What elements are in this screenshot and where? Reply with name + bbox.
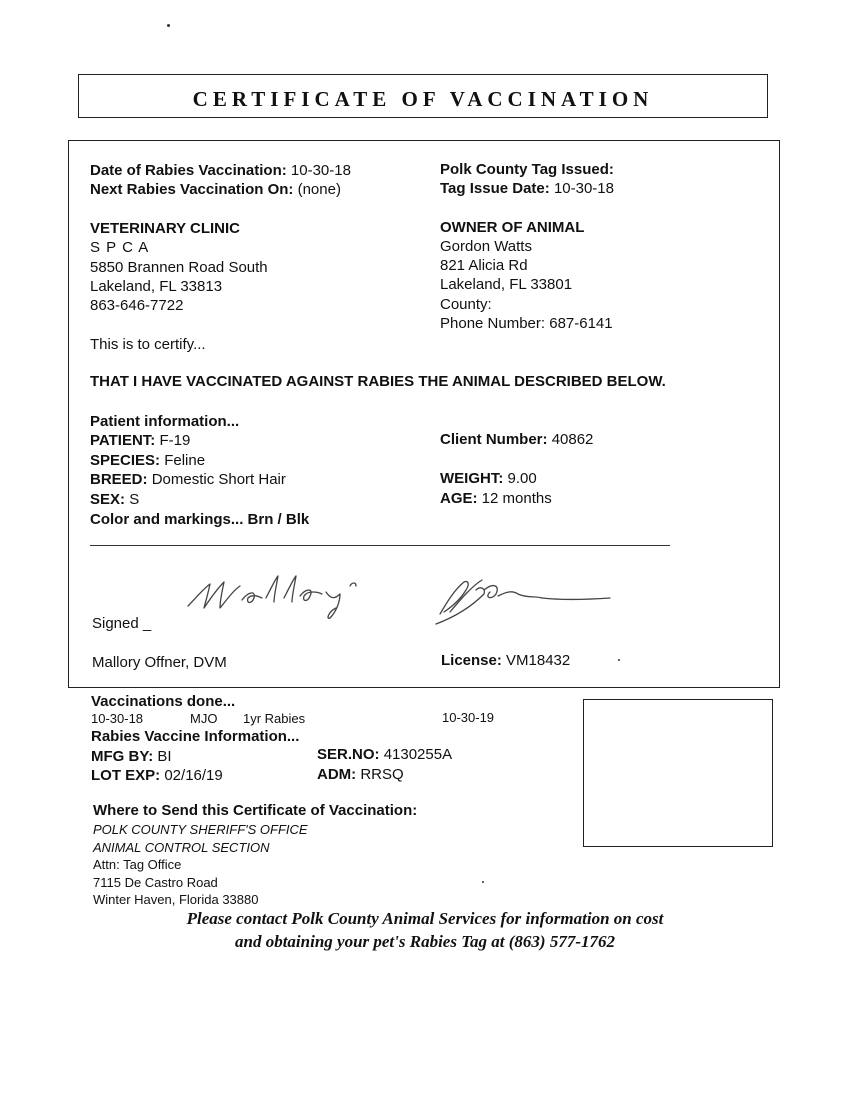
patient-age xyxy=(440,490,552,507)
species-label: SPECIES: xyxy=(90,452,161,469)
patient-id xyxy=(90,432,190,449)
vaccination-record-due: 10-30-19 xyxy=(442,710,495,725)
owner-address-1: 821 Alicia Rd xyxy=(440,257,528,274)
clinic-heading: VETERINARY CLINIC xyxy=(90,220,241,237)
tag-stamp-box xyxy=(583,699,773,847)
tag-issue-date-label: Tag Issue Date: xyxy=(440,180,550,197)
clinic-address-2: Lakeland, FL 33813 xyxy=(90,278,223,295)
age-value: 12 months xyxy=(481,490,552,507)
license-value: VM18432 xyxy=(506,652,571,669)
patient-color-markings xyxy=(90,511,309,528)
title-box xyxy=(78,74,768,118)
patient-sex xyxy=(90,491,139,508)
patient-weight xyxy=(440,470,537,487)
scan-speck xyxy=(618,659,620,661)
ser-label: SER.NO: xyxy=(317,746,380,763)
patient-value: F-19 xyxy=(159,432,191,449)
lot-label: LOT EXP: xyxy=(91,767,161,784)
license-label: License: xyxy=(441,652,502,669)
tag-issue-date xyxy=(440,180,614,197)
sex-value: S xyxy=(129,491,140,508)
breed-value: Domestic Short Hair xyxy=(151,471,286,488)
adm-label: ADM: xyxy=(317,766,357,783)
vaccine-lot-expiry xyxy=(91,767,223,784)
veterinarian-name: Mallory Offner, DVM xyxy=(92,654,227,671)
next-vaccination-label: Next Rabies Vaccination On: xyxy=(90,181,294,198)
send-to-line-5: Winter Haven, Florida 33880 xyxy=(93,892,259,907)
vaccination-date-value: 10-30-18 xyxy=(290,162,351,179)
vaccinations-done-heading: Vaccinations done... xyxy=(91,693,236,710)
client-number xyxy=(440,431,593,448)
next-vaccination-date xyxy=(90,181,341,198)
clinic-phone: 863-646-7722 xyxy=(90,297,184,314)
send-to-line-1: POLK COUNTY SHERIFF'S OFFICE xyxy=(93,822,308,837)
rabies-vaccination-date xyxy=(90,162,351,179)
color-value: Brn / Blk xyxy=(247,511,310,528)
vaccine-administration xyxy=(317,766,404,783)
tag-issued-label: Polk County Tag Issued: xyxy=(440,161,614,178)
vaccine-manufacturer xyxy=(91,748,172,765)
client-number-value: 40862 xyxy=(551,431,594,448)
next-vaccination-value: (none) xyxy=(297,181,341,198)
breed-label: BREED: xyxy=(90,471,148,488)
sex-label: SEX: xyxy=(90,491,126,508)
client-number-label: Client Number: xyxy=(440,431,548,448)
divider-line xyxy=(90,545,670,546)
color-label: Color and markings... xyxy=(90,511,244,528)
vaccine-info-heading: Rabies Vaccine Information... xyxy=(91,728,300,745)
ser-value: 4130255A xyxy=(383,746,453,763)
owner-heading: OWNER OF ANIMAL xyxy=(440,219,585,236)
certify-statement: THAT I HAVE VACCINATED AGAINST RABIES THE ANIMAL DESCRIBED BELOW. xyxy=(90,373,666,390)
clinic-name: S P C A xyxy=(90,239,150,256)
adm-value: RRSQ xyxy=(360,766,404,783)
send-to-line-4: 7115 De Castro Road xyxy=(93,875,218,890)
contact-note-line-2: and obtaining your pet's Rabies Tag at (863) 577-1762 xyxy=(234,932,615,951)
tag-issue-date-value: 10-30-18 xyxy=(553,180,614,197)
patient-label: PATIENT: xyxy=(90,432,156,449)
send-to-line-3: Attn: Tag Office xyxy=(93,857,182,872)
patient-species xyxy=(90,452,205,469)
owner-county: County: xyxy=(440,296,492,313)
species-value: Feline xyxy=(164,452,206,469)
handwritten-signature xyxy=(180,568,620,632)
scan-speck xyxy=(482,881,484,883)
send-to-line-2: ANIMAL CONTROL SECTION xyxy=(93,840,270,855)
contact-note-line-1: Please contact Polk County Animal Services for information on cost xyxy=(186,909,664,928)
age-label: AGE: xyxy=(440,490,478,507)
mfg-label: MFG BY: xyxy=(91,748,154,765)
signed-label: Signed _ xyxy=(92,615,152,632)
patient-info-heading: Patient information... xyxy=(90,413,240,430)
lot-value: 02/16/19 xyxy=(164,767,223,784)
license xyxy=(441,652,570,669)
vaccine-serial-number xyxy=(317,746,452,763)
owner-name: Gordon Watts xyxy=(440,238,532,255)
weight-label: WEIGHT: xyxy=(440,470,504,487)
certify-intro: This is to certify... xyxy=(90,336,206,353)
vaccination-record-date: 10-30-18 xyxy=(91,711,144,726)
certificate-title: CERTIFICATE OF VACCINATION xyxy=(192,87,654,111)
owner-address-2: Lakeland, FL 33801 xyxy=(440,276,573,293)
scan-speck xyxy=(167,24,170,27)
patient-breed xyxy=(90,471,286,488)
weight-value: 9.00 xyxy=(507,470,537,487)
mfg-value: BI xyxy=(157,748,172,765)
vaccination-date-label: Date of Rabies Vaccination: xyxy=(90,162,287,179)
vaccination-record-vaccine: 1yr Rabies xyxy=(243,711,306,726)
send-to-heading: Where to Send this Certificate of Vaccination: xyxy=(93,802,418,819)
owner-phone: Phone Number: 687-6141 xyxy=(440,315,613,332)
vaccination-record-initials: MJO xyxy=(190,711,218,726)
clinic-address-1: 5850 Brannen Road South xyxy=(90,259,268,276)
